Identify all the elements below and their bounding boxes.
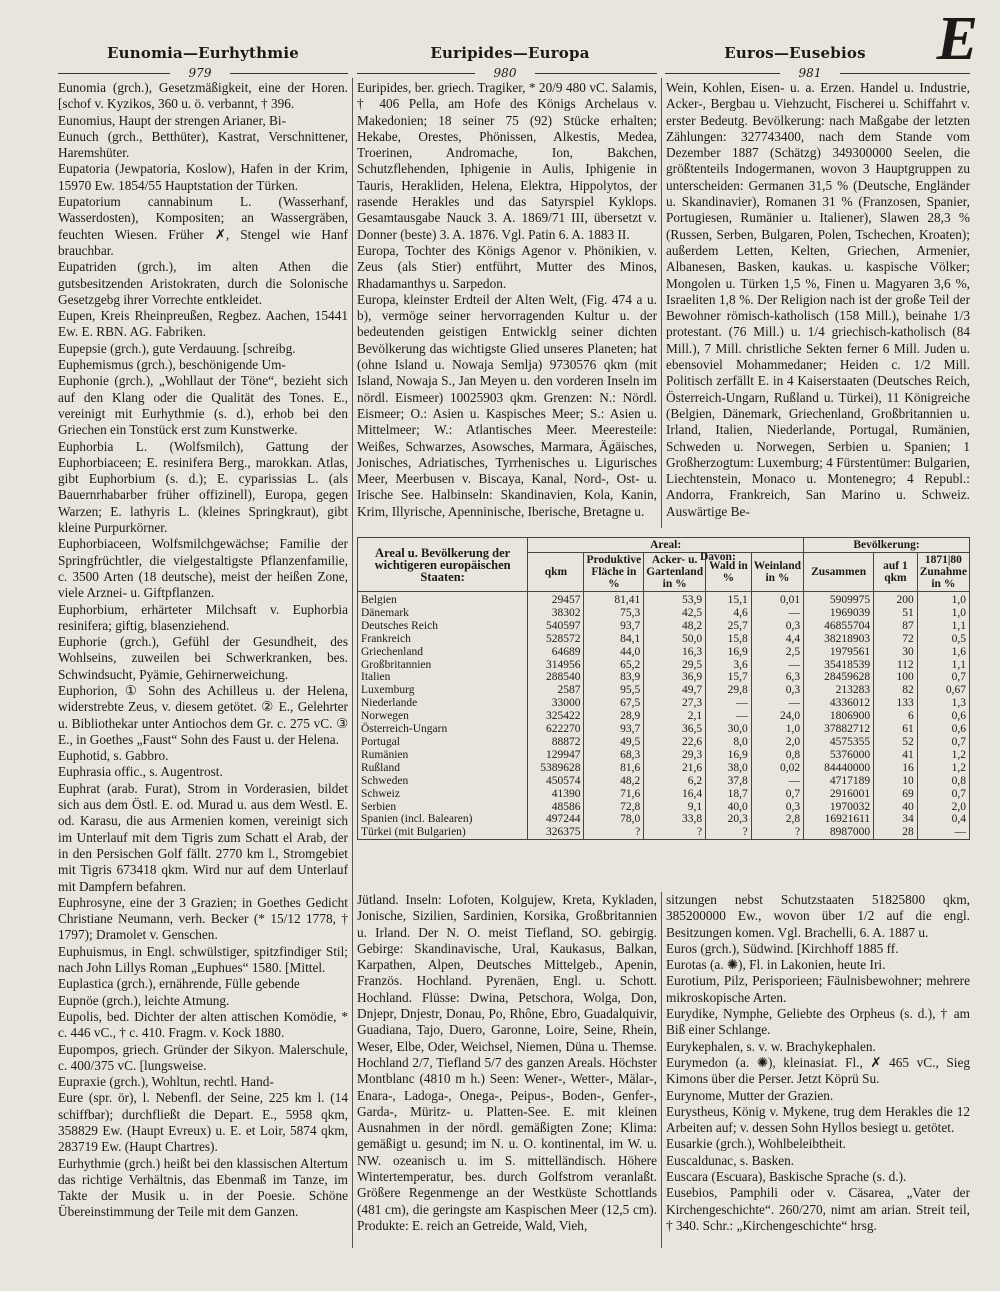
entry: Jütland. Inseln: Lofoten, Kolgujew, Kreta, Kykladen, Jonische, Sizilien, Sardinien, Korsika, Großbritannien u. Irland. Der N. O. meist Tiefland, SO. gebirgig. Gebirge: Skandinavische, Ural, Kaukasus, Balkan, Karpathen, Alpen, Deutsches Mittelgeb., Apenin, Französ. Hochland. Pyrenäen, Engl. u. Schott. Hochland. Flüsse: Dwina, Petschora, Wolga, Don, Dnjepr, Dnjestr, Donau, Po, Rhône, Ebro, Guadalquivir, Guadiana, Tajo, Duero, Garonne, Loire, Seine, Rhein, Weser, Elbe, Oder, Weichsel, Niemen, Düna u. Themse. Hochland 2/7, Tiefland 5/7 des ganzen Areals. Höchster Montblanc (4810 m h.) Seen: Wener-, Wetter-, Mälar-, Enara-, Ladoga-, Onega-, Peipus-, Boden-, Genfer-, Garda-, Müritz- u. Platten-See. E. mit kleinen Ausnahmen in der nördl. gemäßigten Zone; Klima: gemäßigt u. gesund; im N. u. O. kontinental, im W. u. NW. ozeanisch u. im S. mittelländisch. Höhere Wintertemperatur, bes. durch Golfstrom veranlaßt. Größere Regenmenge an der Westküste Schottlands (481 cm), die geringste am Kaspischen Meer (12,5 cm). Produkte: E. reich an Getreide, Wald, Vieh,	[357, 892, 657, 1233]
table-row	[358, 801, 970, 814]
entry: Eupatoria (Jewpatoria, Koslow), Hafen in der Krim, 15970 Ew. 1854/55 Hauptstation der Türken.	[58, 161, 348, 193]
table-cell: 325422	[528, 710, 584, 723]
table-cell-state: Norwegen	[358, 710, 528, 723]
entry: Euripides, ber. griech. Tragiker, * 20/9 480 vC. Salamis, † 406 Pella, am Hofe des Königs Archelaus v. Makedonien; 18 seiner 75 (92) Stücke erhalten; Hekabe, Orestes, Phönissen, Alkestis, Medea, Troerinen, Andromache, Ion, Bakchen, Schutzflehenden, Iphigenie in Aulis, Iphigenie in Tauris, Herakliden, Helena, Elektra, Hippolytos, der rasende Herakles und das Satyrspiel Kyklops. Gesamtausgabe Nauck 3. A. 1869/71 III, übersetzt v. Donner (beste) 3. A. 1876. Vgl. Patin 6. A. 1883 II.	[357, 80, 657, 242]
entry: Eunomia (grch.), Gesetzmäßigkeit, eine der Horen. [schof v. Kyzikos, 360 u. ö. verbannt, † 396.	[58, 80, 348, 112]
entry: Eurydike, Nymphe, Geliebte des Orpheus (s. d.), † am Biß einer Schlange.	[666, 1006, 970, 1038]
table-cell: 36,5	[644, 723, 706, 736]
entry: Euphorbium, erhärteter Milchsaft v. Euphorbia resinifera; giftig, blasenziehend.	[58, 601, 348, 633]
table-cell: 22,6	[644, 736, 706, 749]
table-cell-state: Portugal	[358, 736, 528, 749]
table-cell: 0,3	[751, 684, 803, 697]
table-cell: 622270	[528, 723, 584, 736]
table-cell: 0,8	[751, 749, 803, 762]
table-cell: 2916001	[804, 788, 874, 801]
page-number-middle: 980	[475, 66, 535, 80]
table-cell: 69	[874, 788, 918, 801]
table-row	[358, 671, 970, 684]
entry: Euphrosyne, eine der 3 Grazien; in Goethes Gedicht Christiane Neumann, verh. Becker (* 15/12 1778, † 1797); Dramolet v. Genschen.	[58, 894, 348, 943]
table-cell: 21,6	[644, 762, 706, 775]
entry: Euphrasia offic., s. Augentrost.	[58, 764, 223, 780]
page-number-left: 979	[170, 66, 230, 80]
table-cell: 25,7	[706, 620, 752, 633]
table-cell: 16,9	[706, 646, 752, 659]
table-cell: 71,6	[584, 788, 644, 801]
table-cell: 1,0	[917, 592, 969, 607]
table-cell: 72	[874, 633, 918, 646]
table-cell-state: Deutsches Reich	[358, 620, 528, 633]
table-cell: 67,5	[584, 697, 644, 710]
table-cell: 15,8	[706, 633, 752, 646]
table-cell: —	[751, 607, 803, 620]
table-cell: 16,4	[644, 788, 706, 801]
entry: Euphorie (grch.), Gefühl der Gesundheit, des Wohlseins, zuweilen bei Schwerkranken, bes. Schwindsucht, Pyämie, Gehirnerweichung.	[58, 634, 348, 682]
table-cell: 34	[874, 813, 918, 826]
table-cell: 50,0	[644, 633, 706, 646]
table-cell: 72,8	[584, 801, 644, 814]
table-cell: 61	[874, 723, 918, 736]
table-cell-state: Niederlande	[358, 697, 528, 710]
table-cell: 20,3	[706, 813, 752, 826]
entry: Eurotium, Pilz, Perisporieen; Fäulnisbewohner; mehrere mikroskopische Arten.	[666, 973, 970, 1005]
middle-column-upper	[357, 80, 657, 532]
table-row	[358, 710, 970, 723]
table-cell: 28459628	[804, 671, 874, 684]
table-cell: 95,5	[584, 684, 644, 697]
table-group-davon: Davon:	[700, 551, 736, 563]
table-cell: 41	[874, 749, 918, 762]
table-cell-state: Dänemark	[358, 607, 528, 620]
table-cell: 1,2	[917, 749, 969, 762]
table-cell: —	[706, 697, 752, 710]
table-row	[358, 788, 970, 801]
table-cell: 450574	[528, 775, 584, 788]
table-cell-state: Türkei (mit Bulgarien)	[358, 826, 528, 839]
table-cell: 82	[874, 684, 918, 697]
table-group-bev: Bevölkerung:	[804, 538, 970, 553]
table-cell: 1970032	[804, 801, 874, 814]
table-cell: 5909975	[804, 592, 874, 607]
table-cell: 15,7	[706, 671, 752, 684]
entry: Eupraxie (grch.), Wohltun, rechtl. Hand-	[58, 1074, 274, 1090]
section-letter: E	[936, 5, 978, 73]
entry: Wein, Kohlen, Eisen- u. a. Erzen. Handel u. Industrie, Acker-, Bergbau u. Viehzucht, Fischerei u. Schiffahrt v. erster Bedeutg. Bevölkerung: nach Maßgabe der letzten Zählungen: 327743400, nach dem Stande vom Dezember 1887 (Schätzg) 349300000 Seelen, die größtenteils Indogermanen, wovon 3 Hauptgruppen zu unterscheiden: Germanen 31,5 % (Deutsche, Engländer u. Skandinavier), Romanen 31 % (Franzosen, Spanier, Portugiesen, Rumänier u. Italiener), Slawen 28,3 % (Russen, Serben, Bulgaren, Polen, Tschechen, Kroaten); außerdem Letten, Kelten, Griechen, Armenier, Albanesen, Basken, kaukas. u. kaspische Völker; Mongolen u. Türken 1,5 %, Finen u. Magyaren 3,6 %, Israeliten 1,8 %. Der Religion nach ist der große Teil der Bewohner römisch-katholisch (158 Mill.), beinahe 1/3 protestant. (76 Mill.) u. 1/4 griechisch-katholisch (84 Mill.), 7 Mill. christliche Sekten ferner 6 Mill. Juden u. ebensoviel Mohammedaner; Heiden c. 1/2 Mill. Politisch zerfällt E. in 4 Kaiserstaaten (Deutsches Reich, Österreich-Ungarn, Rußland u. Türkei), 11 Königreiche (Belgien, Dänemark, Griechenland, Großbritannien u. Irland, Italien, Niederlande, Portugal, Rumänien, Schweden u. Norwegen, Serbien u. Spanien; 1 Großherzogtum: Luxemburg; 4 Fürstentümer: Bulgarien, Liechtenstein, Monaco u. Montenegro; 4 Republ.: Andorra, Frankreich, San Marino u. Schweiz. Auswärtige Be-	[666, 80, 970, 519]
table-cell: 35418539	[804, 659, 874, 672]
table-cell: 0,6	[917, 723, 969, 736]
table-cell: 49,7	[644, 684, 706, 697]
table-row	[358, 813, 970, 826]
middle-column-lower	[357, 892, 657, 1256]
entry: Eurynome, Mutter der Grazien.	[666, 1087, 834, 1103]
entry: Euplastica (grch.), ernährende, Fülle gebende	[58, 976, 300, 992]
table-cell: 200	[874, 592, 918, 607]
page-number-right: 981	[780, 66, 840, 80]
table-cell: 5389628	[528, 762, 584, 775]
table-cell: —	[706, 710, 752, 723]
table-cell: 64689	[528, 646, 584, 659]
entry: Euros (grch.), Südwind. [Kirchhoff 1885 ff.	[666, 940, 899, 956]
table-cell: —	[917, 826, 969, 839]
table-cell: 29457	[528, 592, 584, 607]
table-cell: 40,0	[706, 801, 752, 814]
table-cell: 1979561	[804, 646, 874, 659]
table-cell: 44,0	[584, 646, 644, 659]
table-cell: 1,1	[917, 659, 969, 672]
table-row	[358, 633, 970, 646]
table-cell: 1,2	[917, 762, 969, 775]
table-cell: 87	[874, 620, 918, 633]
table-cell: 1,3	[917, 697, 969, 710]
table-cell: 4717189	[804, 775, 874, 788]
table-cell: 28	[874, 826, 918, 839]
table-cell: 0,02	[751, 762, 803, 775]
table-cell-state: Schweden	[358, 775, 528, 788]
table-cell: 33,8	[644, 813, 706, 826]
table-cell: 0,3	[751, 801, 803, 814]
table-cell: 30	[874, 646, 918, 659]
table-cell-state: Spanien (incl. Balearen)	[358, 813, 528, 826]
table-cell: ?	[584, 826, 644, 839]
table-cell: 6	[874, 710, 918, 723]
entry: Eurykephalen, s. v. w. Brachykephalen.	[666, 1038, 876, 1054]
table-row	[358, 659, 970, 672]
table-row	[358, 826, 970, 839]
table-cell: 29,3	[644, 749, 706, 762]
table-cell: 2,0	[917, 801, 969, 814]
table-title: Areal u. Bevölkerung der wichtigeren europäischen Staaten:	[358, 538, 528, 592]
table-row	[358, 775, 970, 788]
table-cell: 4,4	[751, 633, 803, 646]
table-cell: 6,2	[644, 775, 706, 788]
table-cell: 78,0	[584, 813, 644, 826]
table-cell-state: Großbritannien	[358, 659, 528, 672]
table-cell: 88872	[528, 736, 584, 749]
table-cell: 48,2	[584, 775, 644, 788]
table-cell: 16	[874, 762, 918, 775]
table-cell: 112	[874, 659, 918, 672]
table-cell: 0,4	[917, 813, 969, 826]
running-head-left: Eunomia—Eurhythmie	[107, 44, 299, 62]
table-cell: 81,41	[584, 592, 644, 607]
left-column	[58, 80, 348, 1248]
table-cell: 29,8	[706, 684, 752, 697]
entry: Euscara (Escuara), Baskische Sprache (s. d.).	[666, 1169, 907, 1185]
table-cell: 1,0	[917, 607, 969, 620]
table-group-areal: Areal:	[528, 538, 804, 553]
entry: Eusarkie (grch.), Wohlbeleibtheit.	[666, 1136, 846, 1152]
table-cell: —	[751, 697, 803, 710]
table-cell: 16,9	[706, 749, 752, 762]
table-cell: 84,1	[584, 633, 644, 646]
table-cell: 41390	[528, 788, 584, 801]
table-cell: 6,3	[751, 671, 803, 684]
table-cell: 75,3	[584, 607, 644, 620]
table-cell-state: Frankreich	[358, 633, 528, 646]
table-cell: 49,5	[584, 736, 644, 749]
table-cell: 68,3	[584, 749, 644, 762]
table-cell: 81,6	[584, 762, 644, 775]
right-column-lower	[666, 892, 970, 1256]
table-cell: 15,1	[706, 592, 752, 607]
table-cell: 29,5	[644, 659, 706, 672]
table-cell: 288540	[528, 671, 584, 684]
table-row	[358, 592, 970, 607]
entry: Euphorbia L. (Wolfsmilch), Gattung der Euphorbiaceen; E. resinifera Berg., marokkan. Atlas, gibt Euphorbium (s. d.); E. cyparissias L. (als Bauernrhabarber früher offizinell), Europa, gegen Warzen; E. lathyris L. (kleines Springkraut), gibt kleine Purpurkörner.	[58, 438, 348, 536]
col-wein: Weinland in %	[751, 553, 803, 592]
population-table	[357, 537, 970, 840]
entry: Europa, Tochter des Königs Agenor v. Phönikien, v. Zeus (als Stier) entführt, Mutter des Minos, Rhadamanthys u. Sarpedon.	[357, 242, 657, 291]
table-cell: 4575355	[804, 736, 874, 749]
table-cell: 1,6	[917, 646, 969, 659]
entry: Eupepsie (grch.), gute Verdauung. [schreibg.	[58, 340, 296, 356]
table-cell: 133	[874, 697, 918, 710]
table-cell: 27,3	[644, 697, 706, 710]
table-cell: 38218903	[804, 633, 874, 646]
table-cell: 1,1	[917, 620, 969, 633]
table-cell: 0,5	[917, 633, 969, 646]
table-cell: 37,8	[706, 775, 752, 788]
table-row	[358, 749, 970, 762]
table-cell: 28,9	[584, 710, 644, 723]
table-row	[358, 762, 970, 775]
entry: sitzungen nebst Schutzstaaten 51825800 qkm, 385200000 Ew., wovon über 1/2 auf die engl. Besitzungen komen. Vgl. Brachelli, 6. A. 1887 u.	[666, 892, 970, 940]
table-cell: 8987000	[804, 826, 874, 839]
table-row	[358, 607, 970, 620]
table-cell: 65,2	[584, 659, 644, 672]
entry: Europa, kleinster Erdteil der Alten Welt, (Fig. 474 a u. b), vermöge seiner hervorragenden Kultur u. der bedeutenden geistigen Entwicklg seiner dichten Bevölkerung das wichtigste Glied unseres Planeten; hat (ohne Island u. Nowaja Semlja) 9730576 qkm (mit Island, Nowaja S., Jan Meyen u. den vorderen Inseln im nördl. Eismeer) 10025903 qkm. Grenzen: N.: Nördl. Eismeer; O.: Asien u. Kaspisches Meer; S.: Asien u. Mittelmeer; W.: Atlantisches Meer. Meeresteile: Weißes, Schwarzes, Asowsches, Marmara, Ägäisches, Jonisches, Adriatisches, Tyrrhenisches u. Ligurisches Meer, Meerbusen v. Biscaya, Kanal, Nord-, Ost- u. Irische See. Halbinseln: Skandinavien, Kola, Kanin, Krim, Illyrische, Apenninische, Iberische, Bretagne u.	[357, 291, 657, 519]
table-cell: 83,9	[584, 671, 644, 684]
entry: Eurymedon (a. ✺), kleinasiat. Fl., ✗ 465 vC., Sieg Kimons über die Perser. Jetzt Köprü Su.	[666, 1054, 970, 1087]
table-cell-state: Serbien	[358, 801, 528, 814]
entry: Euphemismus (grch.), beschönigende Um-	[58, 357, 286, 373]
column-divider	[661, 892, 662, 1248]
table-cell: —	[751, 659, 803, 672]
table-cell: 1969039	[804, 607, 874, 620]
table-cell: 0,01	[751, 592, 803, 607]
col-zusammen: Zusammen	[804, 553, 874, 592]
col-zunahme: 1871|80 Zunahme in %	[917, 553, 969, 592]
table-cell-state: Österreich-Ungarn	[358, 723, 528, 736]
table-cell: 0,7	[917, 788, 969, 801]
table-cell-state: Rußland	[358, 762, 528, 775]
table-cell-state: Griechenland	[358, 646, 528, 659]
table-cell: 2,0	[751, 736, 803, 749]
table-cell: 213283	[804, 684, 874, 697]
table-cell-state: Schweiz	[358, 788, 528, 801]
running-head-right: Euros—Eusebios	[724, 44, 866, 62]
table-cell: 48,2	[644, 620, 706, 633]
table-cell: 37882712	[804, 723, 874, 736]
table-cell: 46855704	[804, 620, 874, 633]
table-cell: 53,9	[644, 592, 706, 607]
column-divider	[352, 78, 353, 1248]
table-cell: 2587	[528, 684, 584, 697]
right-column-upper	[666, 80, 970, 532]
table-cell: 8,0	[706, 736, 752, 749]
table-cell: 48586	[528, 801, 584, 814]
entry: Euphorbiaceen, Wolfsmilchgewächse; Familie der Springfrüchtler, die vielgestaltigste Pflanzenfamilie, c. 3500 Arten (18 deutsche), meist der heißen Zone, viele Arznei- u. Giftpflanzen.	[58, 536, 348, 601]
table-row	[358, 684, 970, 697]
entry: Eurystheus, König v. Mykene, trug dem Herakles die 12 Arbeiten auf; v. dessen Sohn Hyllos besiegt u. getötet.	[666, 1103, 970, 1136]
table-cell: 5376000	[804, 749, 874, 762]
table-row	[358, 646, 970, 659]
table-cell: 100	[874, 671, 918, 684]
table-cell: 18,7	[706, 788, 752, 801]
table-cell: 16921611	[804, 813, 874, 826]
col-prod: Produktive Fläche in %	[584, 553, 644, 592]
table-cell: 30,0	[706, 723, 752, 736]
table-cell: 84440000	[804, 762, 874, 775]
table-cell: 0,8	[917, 775, 969, 788]
entry: Eunomius, Haupt der strengen Arianer, Bi-	[58, 112, 287, 128]
entry: Eunuch (grch., Betthüter), Kastrat, Verschnittener, Haremshüter.	[58, 128, 348, 161]
table-cell: 93,7	[584, 620, 644, 633]
entry: Euphotid, s. Gabbro.	[58, 748, 169, 764]
table-cell: 0,7	[917, 671, 969, 684]
entry: Eupatorium cannabinum L. (Wasserhanf, Wasserdosten), Kompositen; an Wassergräben, feuchten Wiesen. Früher ✗, Stengel wie Hanf brauchbar.	[58, 194, 348, 258]
table-cell: 0,7	[751, 788, 803, 801]
table-cell: 497244	[528, 813, 584, 826]
table-cell: 1,0	[751, 723, 803, 736]
entry: Eupen, Kreis Rheinpreußen, Regbez. Aachen, 15441 Ew. E. RBN. AG. Fabriken.	[58, 308, 348, 340]
entry: Euphuismus, in Engl. schwülstiger, spitzfindiger Stil; nach John Lillys Roman „Euphues“ 1580. [Mittel.	[58, 943, 348, 976]
table-cell: 0,3	[751, 620, 803, 633]
table-cell-state: Rumänien	[358, 749, 528, 762]
entry: Eurhythmie (grch.) heißt bei den klassischen Altertum das richtige Verhältnis, das Ebenmaß im Tanze, im Takte der Musik u. in der Poesie. Schöne Übereinstimmung der Teile mit dem Ganzen.	[58, 1155, 348, 1220]
table-cell: 528572	[528, 633, 584, 646]
table-cell: 42,5	[644, 607, 706, 620]
table-cell: 9,1	[644, 801, 706, 814]
table-cell: 33000	[528, 697, 584, 710]
table-row	[358, 723, 970, 736]
table-cell: 2,1	[644, 710, 706, 723]
table-row	[358, 736, 970, 749]
table-cell-state: Luxemburg	[358, 684, 528, 697]
entry: Eupompos, griech. Gründer der Sikyon. Malerschule, c. 400/375 vC. [lungsweise.	[58, 1041, 348, 1073]
table-cell: 2,8	[751, 813, 803, 826]
table-cell: 93,7	[584, 723, 644, 736]
table-cell: 0,67	[917, 684, 969, 697]
entry: Eupnöe (grch.), leichte Atmung.	[58, 992, 230, 1008]
table-cell: 40	[874, 801, 918, 814]
table-cell: 16,3	[644, 646, 706, 659]
table-row	[358, 697, 970, 710]
table-cell: 52	[874, 736, 918, 749]
entry: Eupolis, bed. Dichter der alten attischen Komödie, * c. 446 vC., † c. 410. Fragm. v. Kock 1880.	[58, 1008, 348, 1041]
table-cell: 24,0	[751, 710, 803, 723]
table-cell: ?	[644, 826, 706, 839]
table-cell: ?	[751, 826, 803, 839]
table-cell: 314956	[528, 659, 584, 672]
table-cell: 10	[874, 775, 918, 788]
entry: Eure (spr. ör), l. Nebenfl. der Seine, 225 km l. (14 schiffbar); durchfließt die Depart. E., 5958 qkm, 358829 Ew. (Haupt Evreux) u. E. et Loir, 5874 qkm, 283719 Ew. (Haupt Chartres).	[58, 1090, 348, 1155]
table-cell: 36,9	[644, 671, 706, 684]
table-cell: ?	[706, 826, 752, 839]
table-cell: 38,0	[706, 762, 752, 775]
column-divider	[661, 78, 662, 528]
table-cell: 129947	[528, 749, 584, 762]
table-cell: 1806900	[804, 710, 874, 723]
table-cell: 4336012	[804, 697, 874, 710]
table-cell: —	[751, 775, 803, 788]
col-auf-qkm: auf 1 qkm	[874, 553, 918, 592]
entry: Eurotas (a. ✺), Fl. in Lakonien, heute Iri.	[666, 957, 886, 973]
table-row	[358, 620, 970, 633]
table-cell-state: Belgien	[358, 592, 528, 607]
table-cell: 0,6	[917, 710, 969, 723]
col-qkm: qkm	[528, 553, 584, 592]
table-cell: 540597	[528, 620, 584, 633]
entry: Euphorion, ① Sohn des Achilleus u. der Helena, widerstrebte Zeus, v. diesem getötet. ② E., Gelehrter u. Bibliothekar unter Antiochos dem Gr. c. 275 vC. ③ E., in Goethes „Faust“ Sohn des Faust u. der Helena.	[58, 682, 348, 747]
table-cell-state: Italien	[358, 671, 528, 684]
table-cell: 0,7	[917, 736, 969, 749]
entry: Euphonie (grch.), „Wohllaut der Töne“, bezieht sich auf den Klang oder die Qualität des Tones. E., vereinigt mit Eurhythmie (s. d.), erhob bei den Griechen ein Tonstück erst zum Kunstwerke.	[58, 373, 348, 438]
table-cell: 38302	[528, 607, 584, 620]
running-head-middle: Euripides—Europa	[430, 44, 590, 62]
entry: Euscaldunac, s. Basken.	[666, 1152, 795, 1168]
entry: Eupatriden (grch.), im alten Athen die gutsbesitzenden Aristokraten, durch die Solonische Gesetzgebg ihrer Vorrechte entkleidet.	[58, 259, 348, 307]
entry: Eusebios, Pamphili oder v. Cäsarea, „Vater der Kirchengeschichte“. 260/270, nimt am arian. Streit teil, † 340. Schr.: „Kirchengeschichte“ hrsg.	[666, 1185, 970, 1233]
col-acker: Acker- u. Gartenland in %	[644, 553, 706, 592]
table-cell: 3,6	[706, 659, 752, 672]
col-wald: Wald in %	[706, 553, 752, 592]
entry: Euphrat (arab. Furat), Strom in Vorderasien, bildet sich aus dem Östl. E. od. Murad u. aus dem Westl. E. od. Karasu, die aus Armenien komen, vereinigt sich im Unterlauf mit dem Tigris zum Schatt el Arab, der in den Persischen Golf fällt. 2770 km l., Stromgebiet mit Tigris 673418 qkm. Wird nur auf dem Unterlauf mit Dampfern befahren.	[58, 780, 348, 894]
table-cell: 326375	[528, 826, 584, 839]
table-cell: 2,5	[751, 646, 803, 659]
table-cell: 4,6	[706, 607, 752, 620]
table-cell: 51	[874, 607, 918, 620]
